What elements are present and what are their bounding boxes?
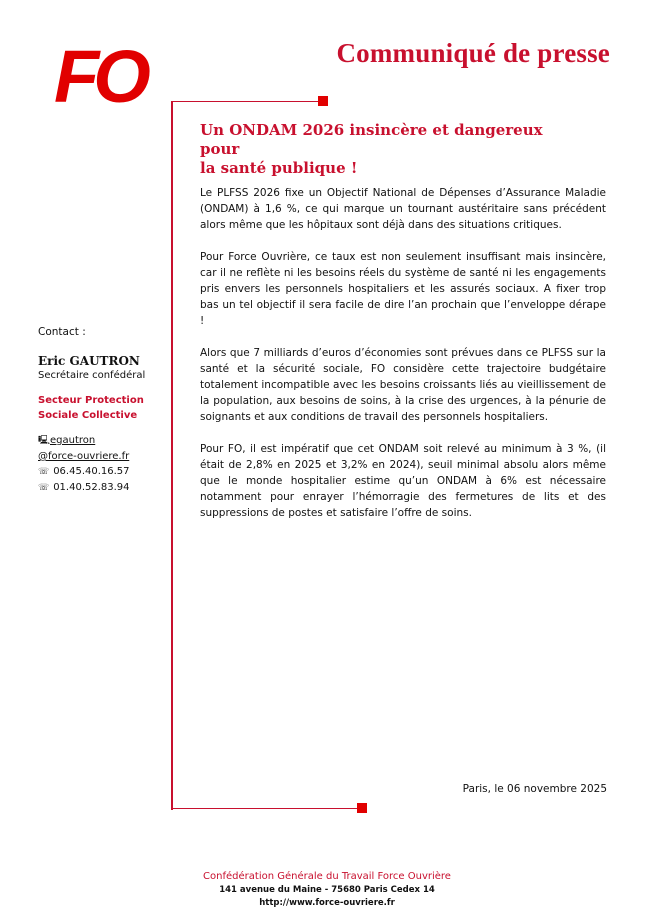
fo-logo xyxy=(52,34,145,118)
frame-vertical-line xyxy=(171,101,173,810)
computer-icon: 🖳 xyxy=(38,436,51,446)
sector-line-1: Secteur Protection xyxy=(38,395,144,406)
frame-bottom-line xyxy=(171,808,361,809)
press-body xyxy=(200,185,606,537)
logo-text: FO xyxy=(54,35,145,118)
body-paragraph-3: Alors que 7 milliards d’euros d’économies sont prévues dans ce PLFSS sur la santé et la sécurité sociale, FO considère cette trajectoire budgétaire totalement incompatible avec les besoins croissants liés au vieillissement de la population, aux besoins de soins, à la crise des urgences, à la pénurie de soignants et aux conditions de travail des personnels hospitaliers. xyxy=(200,347,606,423)
contact-role: Secrétaire confédéral xyxy=(38,370,146,381)
headline-line-1: Un ONDAM 2026 insincère et dangereux pour xyxy=(200,121,543,158)
frame-corner-square-bottom xyxy=(357,803,367,813)
contact-label: Contact : xyxy=(38,326,86,338)
footer-address: 141 avenue du Maine - 75680 Paris Cedex 14 xyxy=(219,885,435,895)
contact-name: Eric GAUTRON xyxy=(38,354,140,368)
body-paragraph-4: Pour FO, il est impératif que cet ONDAM soit relevé au minimum à 3 %, (il était de 2,8% en 2025 et 3,2% en 2024), seuil minimal absolu alors même que le monde hospitalier estime qu’un ONDAM à 6% est nécessaire notamment pour enrayer l’hémorragie des fermetures de lits et des suppressions de postes et satisfaire l’offre de soins. xyxy=(200,443,606,519)
press-release-title: Communiqué de presse xyxy=(336,38,610,68)
phone-row-1 xyxy=(38,464,168,480)
contact-sector xyxy=(38,393,168,423)
telephone-icon: ☏ xyxy=(38,483,50,493)
footer-website-link[interactable]: http://www.force-ouvriere.fr xyxy=(259,898,395,908)
body-paragraph-1: Le PLFSS 2026 fixe un Objectif National de Dépenses d’Assurance Maladie (ONDAM) à 1,6 %, ce qui marque un tournant austéritaire sans précédent alors même que les hôpitaux sont déjà dans des situations critiques. xyxy=(200,187,606,231)
place-and-date: Paris, le 06 novembre 2025 xyxy=(462,783,607,795)
email-row-2 xyxy=(38,449,168,464)
footer-organization: Confédération Générale du Travail Force Ouvrière xyxy=(203,871,451,882)
headline-line-2: la santé publique ! xyxy=(200,159,358,177)
contact-sidebar xyxy=(38,326,168,496)
email-link-part-1[interactable]: egautron xyxy=(50,435,96,446)
phone-2: 01.40.52.83.94 xyxy=(53,482,130,493)
frame-corner-square-top xyxy=(318,96,328,106)
body-paragraph-2: Pour Force Ouvrière, ce taux est non seulement insuffisant mais insincère, car il ne reflète ni les besoins réels du système de santé ni les engagements pris envers les personnels hospitaliers et les assurés sociaux. A fixer trop bas un tel objectif il sera facile de dire l’an prochain que l’enveloppe dérape ! xyxy=(200,251,606,327)
phone-row-2 xyxy=(38,480,168,496)
email-link-part-2[interactable]: @force-ouvriere.fr xyxy=(38,451,130,462)
email-row xyxy=(38,433,168,449)
phone-1: 06.45.40.16.57 xyxy=(53,466,130,477)
telephone-icon: ☏ xyxy=(38,467,50,477)
sector-line-2: Sociale Collective xyxy=(38,410,138,421)
headline xyxy=(200,121,580,178)
footer xyxy=(0,870,654,910)
frame-top-line xyxy=(171,101,323,102)
